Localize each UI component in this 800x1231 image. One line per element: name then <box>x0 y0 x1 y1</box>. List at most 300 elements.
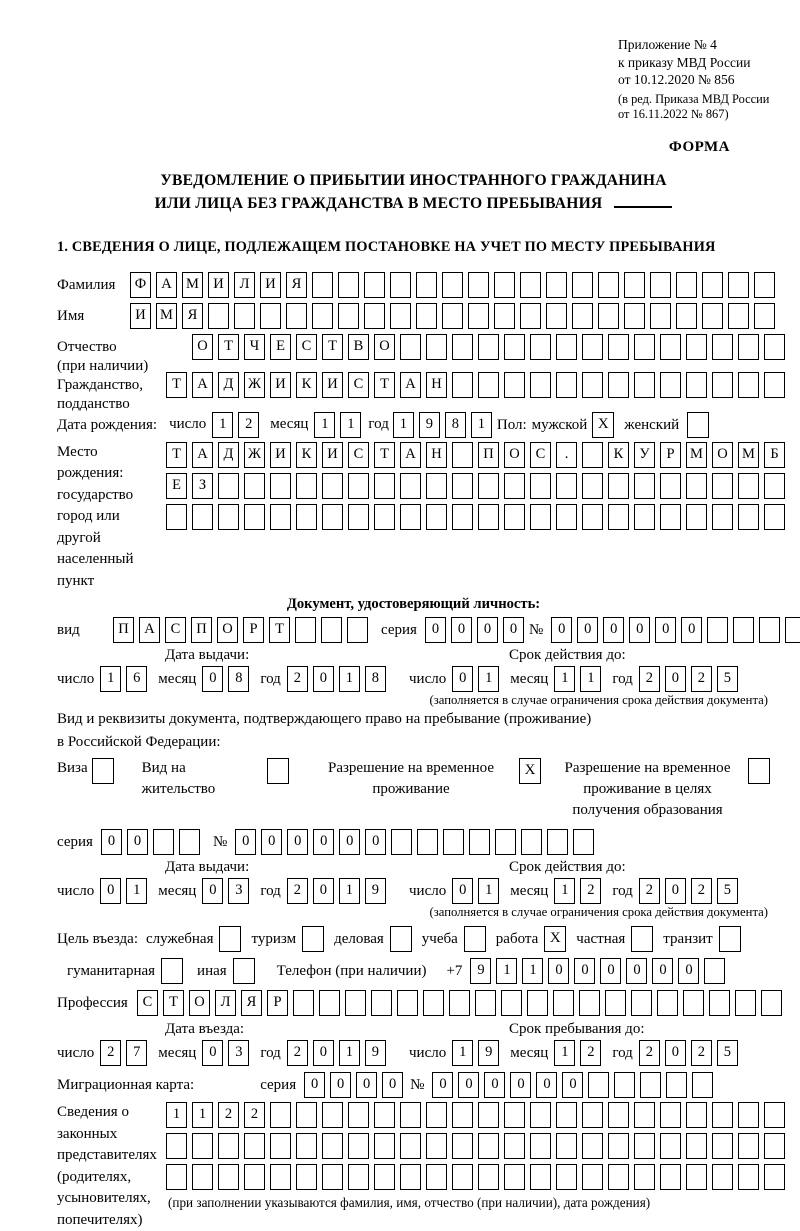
checkbox-temp-residence-edu[interactable] <box>748 758 770 784</box>
char-cell[interactable]: 9 <box>419 412 440 438</box>
char-cell[interactable]: Л <box>215 990 236 1016</box>
char-cell[interactable] <box>764 334 785 360</box>
char-cell[interactable] <box>374 473 395 499</box>
char-cell[interactable] <box>270 1102 291 1128</box>
char-cell[interactable]: Т <box>218 334 239 360</box>
char-cell[interactable] <box>738 1102 759 1128</box>
char-cell[interactable] <box>546 303 567 329</box>
char-cell[interactable]: С <box>348 372 369 398</box>
char-cell[interactable]: С <box>296 334 317 360</box>
char-cell[interactable]: 0 <box>665 666 686 692</box>
char-cell[interactable] <box>608 1133 629 1159</box>
char-cell[interactable] <box>296 1133 317 1159</box>
char-cell[interactable] <box>452 473 473 499</box>
char-cell[interactable] <box>322 504 343 530</box>
char-cell[interactable] <box>218 1164 239 1190</box>
char-cell[interactable]: Т <box>374 442 395 468</box>
char-cell[interactable]: 2 <box>639 878 660 904</box>
char-cell[interactable] <box>605 990 626 1016</box>
char-cell[interactable]: 2 <box>287 666 308 692</box>
char-cell[interactable]: 2 <box>287 878 308 904</box>
char-cell[interactable] <box>733 617 754 643</box>
char-cell[interactable]: 0 <box>665 1040 686 1066</box>
char-cell[interactable]: С <box>165 617 186 643</box>
char-cell[interactable]: 0 <box>425 617 446 643</box>
char-cell[interactable] <box>208 303 229 329</box>
char-cell[interactable]: Р <box>243 617 264 643</box>
char-cell[interactable]: О <box>217 617 238 643</box>
char-cell[interactable]: О <box>712 442 733 468</box>
char-cell[interactable]: 0 <box>313 829 334 855</box>
char-cell[interactable]: 0 <box>548 958 569 984</box>
char-cell[interactable] <box>296 1102 317 1128</box>
char-cell[interactable] <box>608 504 629 530</box>
char-cell[interactable]: 2 <box>218 1102 239 1128</box>
char-cell[interactable]: 2 <box>580 878 601 904</box>
checkbox-female[interactable] <box>687 412 709 438</box>
char-cell[interactable] <box>582 334 603 360</box>
char-cell[interactable]: 0 <box>458 1072 479 1098</box>
char-cell[interactable] <box>556 1133 577 1159</box>
char-cell[interactable] <box>504 1133 525 1159</box>
checkbox-male[interactable]: X <box>592 412 614 438</box>
char-cell[interactable] <box>234 303 255 329</box>
char-cell[interactable]: 1 <box>100 666 121 692</box>
char-cell[interactable] <box>504 334 525 360</box>
char-cell[interactable] <box>468 303 489 329</box>
char-cell[interactable] <box>478 1164 499 1190</box>
char-cell[interactable]: . <box>556 442 577 468</box>
char-cell[interactable] <box>244 473 265 499</box>
char-cell[interactable]: Я <box>241 990 262 1016</box>
char-cell[interactable] <box>624 272 645 298</box>
char-cell[interactable]: Ж <box>244 442 265 468</box>
char-cell[interactable] <box>192 1164 213 1190</box>
char-cell[interactable] <box>391 829 412 855</box>
char-cell[interactable] <box>426 1164 447 1190</box>
char-cell[interactable]: 0 <box>503 617 524 643</box>
char-cell[interactable]: О <box>192 334 213 360</box>
char-cell[interactable] <box>166 1164 187 1190</box>
char-cell[interactable] <box>553 990 574 1016</box>
char-cell[interactable] <box>270 473 291 499</box>
char-cell[interactable] <box>400 334 421 360</box>
char-cell[interactable] <box>218 473 239 499</box>
char-cell[interactable]: 0 <box>339 829 360 855</box>
char-cell[interactable]: Д <box>218 442 239 468</box>
char-cell[interactable] <box>686 1164 707 1190</box>
char-cell[interactable] <box>608 1164 629 1190</box>
char-cell[interactable] <box>709 990 730 1016</box>
char-cell[interactable] <box>338 272 359 298</box>
char-cell[interactable] <box>754 272 775 298</box>
char-cell[interactable]: 9 <box>365 1040 386 1066</box>
char-cell[interactable]: 1 <box>471 412 492 438</box>
char-cell[interactable] <box>754 303 775 329</box>
char-cell[interactable] <box>582 372 603 398</box>
char-cell[interactable] <box>390 272 411 298</box>
char-cell[interactable] <box>348 473 369 499</box>
char-cell[interactable]: 0 <box>562 1072 583 1098</box>
char-cell[interactable]: Ф <box>130 272 151 298</box>
char-cell[interactable] <box>270 1164 291 1190</box>
char-cell[interactable] <box>598 272 619 298</box>
char-cell[interactable]: К <box>296 442 317 468</box>
char-cell[interactable]: 0 <box>452 878 473 904</box>
char-cell[interactable]: 0 <box>626 958 647 984</box>
char-cell[interactable] <box>322 1164 343 1190</box>
char-cell[interactable]: 0 <box>510 1072 531 1098</box>
char-cell[interactable]: Ж <box>244 372 265 398</box>
char-cell[interactable] <box>692 1072 713 1098</box>
char-cell[interactable] <box>400 473 421 499</box>
char-cell[interactable] <box>572 303 593 329</box>
char-cell[interactable] <box>153 829 174 855</box>
char-cell[interactable] <box>738 504 759 530</box>
char-cell[interactable] <box>735 990 756 1016</box>
char-cell[interactable] <box>712 1102 733 1128</box>
char-cell[interactable] <box>452 504 473 530</box>
char-cell[interactable] <box>634 1164 655 1190</box>
char-cell[interactable] <box>390 303 411 329</box>
char-cell[interactable] <box>426 334 447 360</box>
char-cell[interactable] <box>634 1102 655 1128</box>
char-cell[interactable]: 7 <box>126 1040 147 1066</box>
char-cell[interactable] <box>218 504 239 530</box>
char-cell[interactable] <box>712 372 733 398</box>
char-cell[interactable] <box>640 1072 661 1098</box>
char-cell[interactable] <box>634 334 655 360</box>
char-cell[interactable] <box>530 1102 551 1128</box>
char-cell[interactable] <box>338 303 359 329</box>
char-cell[interactable] <box>452 372 473 398</box>
char-cell[interactable] <box>218 1133 239 1159</box>
char-cell[interactable]: 1 <box>478 666 499 692</box>
char-cell[interactable]: 9 <box>478 1040 499 1066</box>
char-cell[interactable]: З <box>192 473 213 499</box>
checkbox-residence-permit[interactable] <box>267 758 289 784</box>
checkbox-visa[interactable] <box>92 758 114 784</box>
char-cell[interactable] <box>738 473 759 499</box>
char-cell[interactable] <box>686 1102 707 1128</box>
char-cell[interactable] <box>582 473 603 499</box>
char-cell[interactable] <box>764 1102 785 1128</box>
char-cell[interactable] <box>494 303 515 329</box>
char-cell[interactable] <box>702 303 723 329</box>
char-cell[interactable]: 1 <box>126 878 147 904</box>
checkbox-private[interactable] <box>631 926 653 952</box>
char-cell[interactable]: Я <box>182 303 203 329</box>
char-cell[interactable] <box>712 504 733 530</box>
char-cell[interactable]: 0 <box>313 878 334 904</box>
char-cell[interactable] <box>468 272 489 298</box>
char-cell[interactable] <box>322 1102 343 1128</box>
char-cell[interactable] <box>660 504 681 530</box>
char-cell[interactable]: Т <box>163 990 184 1016</box>
char-cell[interactable]: С <box>348 442 369 468</box>
char-cell[interactable] <box>660 372 681 398</box>
char-cell[interactable] <box>400 1102 421 1128</box>
char-cell[interactable]: 2 <box>244 1102 265 1128</box>
char-cell[interactable] <box>244 1133 265 1159</box>
char-cell[interactable]: 0 <box>313 666 334 692</box>
char-cell[interactable]: 0 <box>451 617 472 643</box>
char-cell[interactable] <box>452 334 473 360</box>
char-cell[interactable]: Т <box>166 372 187 398</box>
char-cell[interactable]: 0 <box>432 1072 453 1098</box>
char-cell[interactable] <box>475 990 496 1016</box>
checkbox-study[interactable] <box>464 926 486 952</box>
char-cell[interactable]: 2 <box>100 1040 121 1066</box>
char-cell[interactable]: 0 <box>603 617 624 643</box>
char-cell[interactable] <box>469 829 490 855</box>
char-cell[interactable]: 1 <box>340 412 361 438</box>
char-cell[interactable] <box>579 990 600 1016</box>
char-cell[interactable] <box>614 1072 635 1098</box>
char-cell[interactable] <box>712 1164 733 1190</box>
char-cell[interactable] <box>400 1133 421 1159</box>
char-cell[interactable]: 0 <box>652 958 673 984</box>
char-cell[interactable] <box>426 1102 447 1128</box>
char-cell[interactable] <box>478 372 499 398</box>
char-cell[interactable]: Р <box>267 990 288 1016</box>
char-cell[interactable] <box>530 504 551 530</box>
char-cell[interactable]: К <box>608 442 629 468</box>
char-cell[interactable]: 0 <box>202 666 223 692</box>
char-cell[interactable] <box>527 990 548 1016</box>
char-cell[interactable] <box>582 442 603 468</box>
char-cell[interactable] <box>657 990 678 1016</box>
char-cell[interactable]: Я <box>286 272 307 298</box>
char-cell[interactable] <box>702 272 723 298</box>
checkbox-work[interactable]: X <box>544 926 566 952</box>
char-cell[interactable] <box>764 473 785 499</box>
char-cell[interactable]: 0 <box>536 1072 557 1098</box>
char-cell[interactable]: И <box>208 272 229 298</box>
checkbox-temp-residence[interactable]: X <box>519 758 541 784</box>
char-cell[interactable]: И <box>130 303 151 329</box>
char-cell[interactable] <box>374 1102 395 1128</box>
char-cell[interactable]: 0 <box>484 1072 505 1098</box>
char-cell[interactable]: А <box>139 617 160 643</box>
char-cell[interactable] <box>417 829 438 855</box>
char-cell[interactable]: 0 <box>356 1072 377 1098</box>
char-cell[interactable]: 0 <box>551 617 572 643</box>
char-cell[interactable] <box>364 272 385 298</box>
char-cell[interactable] <box>660 334 681 360</box>
char-cell[interactable]: 0 <box>665 878 686 904</box>
char-cell[interactable] <box>608 334 629 360</box>
char-cell[interactable]: О <box>189 990 210 1016</box>
char-cell[interactable]: 1 <box>212 412 233 438</box>
char-cell[interactable] <box>660 473 681 499</box>
char-cell[interactable]: 0 <box>100 878 121 904</box>
char-cell[interactable]: В <box>348 334 369 360</box>
char-cell[interactable]: 1 <box>339 1040 360 1066</box>
char-cell[interactable]: П <box>113 617 134 643</box>
char-cell[interactable] <box>348 1102 369 1128</box>
char-cell[interactable]: П <box>191 617 212 643</box>
char-cell[interactable] <box>296 473 317 499</box>
char-cell[interactable]: 8 <box>445 412 466 438</box>
char-cell[interactable] <box>660 1102 681 1128</box>
char-cell[interactable]: Е <box>270 334 291 360</box>
char-cell[interactable] <box>504 473 525 499</box>
char-cell[interactable] <box>345 990 366 1016</box>
char-cell[interactable]: А <box>400 372 421 398</box>
char-cell[interactable]: 3 <box>228 1040 249 1066</box>
char-cell[interactable]: 2 <box>639 1040 660 1066</box>
char-cell[interactable]: Б <box>764 442 785 468</box>
char-cell[interactable] <box>556 1164 577 1190</box>
char-cell[interactable]: А <box>156 272 177 298</box>
char-cell[interactable] <box>426 473 447 499</box>
char-cell[interactable] <box>504 1164 525 1190</box>
char-cell[interactable] <box>348 1133 369 1159</box>
char-cell[interactable] <box>608 372 629 398</box>
char-cell[interactable]: 2 <box>639 666 660 692</box>
char-cell[interactable] <box>530 1133 551 1159</box>
char-cell[interactable] <box>704 958 725 984</box>
char-cell[interactable]: С <box>530 442 551 468</box>
char-cell[interactable] <box>785 617 800 643</box>
char-cell[interactable] <box>478 1102 499 1128</box>
char-cell[interactable]: Д <box>218 372 239 398</box>
char-cell[interactable] <box>530 1164 551 1190</box>
char-cell[interactable]: Н <box>426 442 447 468</box>
char-cell[interactable] <box>707 617 728 643</box>
char-cell[interactable]: И <box>322 372 343 398</box>
char-cell[interactable]: И <box>322 442 343 468</box>
char-cell[interactable] <box>452 1133 473 1159</box>
char-cell[interactable]: 2 <box>238 412 259 438</box>
char-cell[interactable] <box>728 272 749 298</box>
checkbox-commercial[interactable] <box>390 926 412 952</box>
char-cell[interactable] <box>582 504 603 530</box>
char-cell[interactable] <box>312 272 333 298</box>
char-cell[interactable]: 0 <box>202 878 223 904</box>
char-cell[interactable] <box>521 829 542 855</box>
char-cell[interactable] <box>192 504 213 530</box>
char-cell[interactable] <box>582 1164 603 1190</box>
char-cell[interactable]: 2 <box>580 1040 601 1066</box>
char-cell[interactable]: 1 <box>496 958 517 984</box>
char-cell[interactable] <box>556 504 577 530</box>
char-cell[interactable] <box>166 1133 187 1159</box>
char-cell[interactable] <box>347 617 368 643</box>
char-cell[interactable]: 0 <box>681 617 702 643</box>
char-cell[interactable] <box>501 990 522 1016</box>
char-cell[interactable]: 1 <box>554 878 575 904</box>
char-cell[interactable]: 2 <box>691 666 712 692</box>
char-cell[interactable]: 1 <box>339 666 360 692</box>
char-cell[interactable] <box>556 372 577 398</box>
char-cell[interactable]: Л <box>234 272 255 298</box>
char-cell[interactable] <box>449 990 470 1016</box>
char-cell[interactable] <box>624 303 645 329</box>
char-cell[interactable] <box>400 1164 421 1190</box>
char-cell[interactable] <box>270 504 291 530</box>
char-cell[interactable] <box>348 504 369 530</box>
checkbox-tourism[interactable] <box>302 926 324 952</box>
char-cell[interactable] <box>608 1102 629 1128</box>
char-cell[interactable]: 9 <box>365 878 386 904</box>
char-cell[interactable]: 0 <box>330 1072 351 1098</box>
char-cell[interactable]: 0 <box>261 829 282 855</box>
char-cell[interactable] <box>443 829 464 855</box>
char-cell[interactable]: 0 <box>202 1040 223 1066</box>
char-cell[interactable]: 5 <box>717 1040 738 1066</box>
char-cell[interactable] <box>374 1164 395 1190</box>
char-cell[interactable] <box>295 617 316 643</box>
char-cell[interactable] <box>244 1164 265 1190</box>
char-cell[interactable] <box>634 1133 655 1159</box>
char-cell[interactable]: 0 <box>287 829 308 855</box>
char-cell[interactable] <box>660 1133 681 1159</box>
char-cell[interactable] <box>588 1072 609 1098</box>
char-cell[interactable]: 0 <box>655 617 676 643</box>
char-cell[interactable] <box>573 829 594 855</box>
char-cell[interactable] <box>400 504 421 530</box>
char-cell[interactable]: Ч <box>244 334 265 360</box>
char-cell[interactable]: И <box>270 372 291 398</box>
char-cell[interactable] <box>520 272 541 298</box>
checkbox-business[interactable] <box>219 926 241 952</box>
char-cell[interactable] <box>442 272 463 298</box>
char-cell[interactable]: 0 <box>577 617 598 643</box>
char-cell[interactable] <box>478 334 499 360</box>
char-cell[interactable] <box>504 504 525 530</box>
char-cell[interactable]: 0 <box>574 958 595 984</box>
char-cell[interactable] <box>520 303 541 329</box>
char-cell[interactable]: О <box>504 442 525 468</box>
char-cell[interactable] <box>676 303 697 329</box>
char-cell[interactable]: А <box>192 442 213 468</box>
char-cell[interactable]: 0 <box>600 958 621 984</box>
char-cell[interactable] <box>598 303 619 329</box>
char-cell[interactable]: 3 <box>228 878 249 904</box>
char-cell[interactable] <box>296 1164 317 1190</box>
char-cell[interactable] <box>530 473 551 499</box>
char-cell[interactable] <box>712 1133 733 1159</box>
char-cell[interactable] <box>764 372 785 398</box>
char-cell[interactable] <box>712 334 733 360</box>
char-cell[interactable]: М <box>686 442 707 468</box>
char-cell[interactable] <box>712 473 733 499</box>
char-cell[interactable] <box>556 334 577 360</box>
char-cell[interactable] <box>478 473 499 499</box>
char-cell[interactable] <box>686 473 707 499</box>
char-cell[interactable] <box>738 372 759 398</box>
char-cell[interactable] <box>686 504 707 530</box>
char-cell[interactable] <box>179 829 200 855</box>
char-cell[interactable]: Р <box>660 442 681 468</box>
char-cell[interactable]: С <box>137 990 158 1016</box>
char-cell[interactable] <box>504 1102 525 1128</box>
char-cell[interactable] <box>478 1133 499 1159</box>
char-cell[interactable]: 2 <box>691 1040 712 1066</box>
char-cell[interactable] <box>608 473 629 499</box>
char-cell[interactable] <box>650 272 671 298</box>
char-cell[interactable]: 0 <box>678 958 699 984</box>
char-cell[interactable]: 0 <box>235 829 256 855</box>
char-cell[interactable]: Т <box>269 617 290 643</box>
char-cell[interactable] <box>270 1133 291 1159</box>
checkbox-other[interactable] <box>233 958 255 984</box>
char-cell[interactable] <box>452 1164 473 1190</box>
char-cell[interactable]: А <box>400 442 421 468</box>
char-cell[interactable] <box>321 617 342 643</box>
